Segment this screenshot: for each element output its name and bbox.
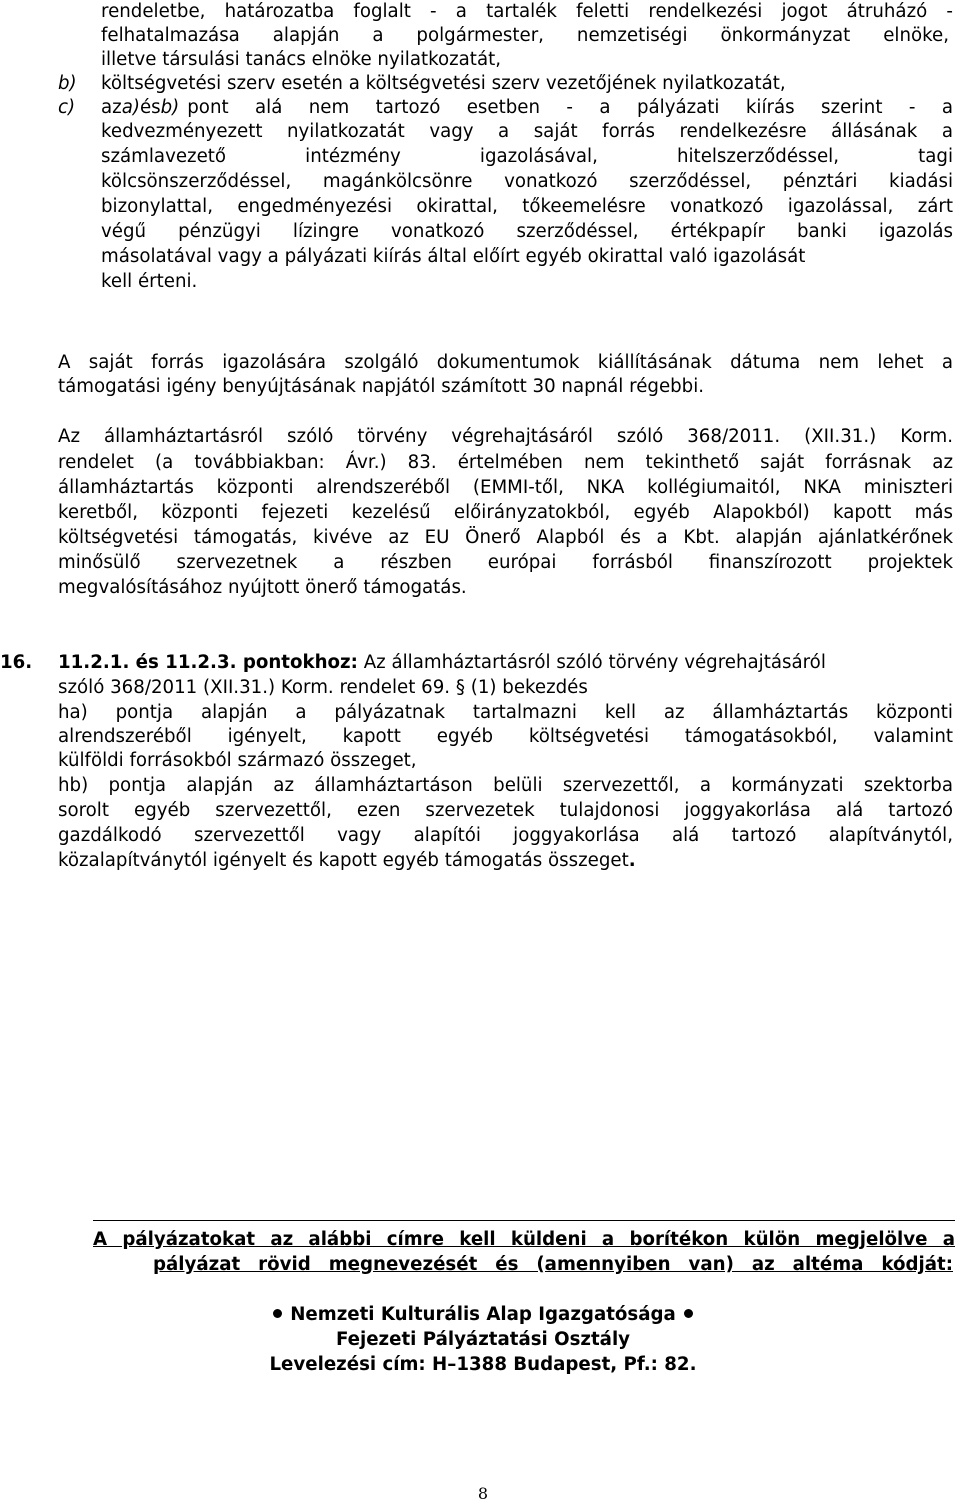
section-ref: 11.2.1. és 11.2.3. pontokhoz: bbox=[58, 652, 358, 673]
text-line bbox=[101, 24, 953, 48]
text-line: rendeletbe, határozatba foglalt - a tartalék feletti rendelkezési jogot átruházó - bbox=[101, 1, 953, 22]
text-line: számlavezető intézmény igazolásával, hitelszerződéssel, tagi bbox=[101, 146, 953, 167]
text-line: Az államháztartásról szóló törvény végrehajtásáról szóló 368/2011. (XII.31.) Korm. bbox=[58, 426, 953, 447]
list-item-text bbox=[101, 96, 953, 120]
address-org-name: Nemzeti Kulturális Alap Igazgatósága bbox=[290, 1304, 676, 1325]
page-number: 8 bbox=[477, 1484, 489, 1503]
text-line: bizonylattal, engedményezési okirattal, tőkeemelésre vonatkozó igazolással, zárt bbox=[101, 196, 953, 217]
address-org bbox=[0, 1303, 960, 1327]
text-line: szóló 368/2011 (XII.31.) Korm. rendelet 69. § (1) bekezdés bbox=[58, 677, 588, 698]
footer-instruction-line: pályázat rövid megnevezését és (amennyiben van) az altéma kódját: bbox=[153, 1254, 953, 1275]
text-line: gazdálkodó szervezettől vagy alapítói joggyakorlása alá tartozó alapítványtól, bbox=[58, 825, 953, 846]
text-line: kell érteni. bbox=[101, 271, 198, 292]
text-line: külföldi forrásokból származó összeget, bbox=[58, 750, 417, 771]
text-line-content: közalapítványtól igényelt és kapott egyéb támogatás összeget bbox=[58, 850, 629, 871]
section-heading-text: Az államháztartásról szóló törvény végrehajtásáról bbox=[363, 652, 826, 673]
text-rest: pont alá nem tartozó esetben - a pályázati kiírás szerint - a bbox=[187, 97, 953, 118]
address-postal: Levelezési cím: H–1388 Budapest, Pf.: 82. bbox=[269, 1354, 697, 1375]
text-line: ha) pontja alapján a pályázatnak tartalmazni kell az államháztartás központi bbox=[58, 702, 953, 723]
list-item-text: költségvetési szerv esetén a költségvetési szerv vezetőjének nyilatkozatát, bbox=[101, 73, 786, 94]
section-heading bbox=[58, 651, 826, 675]
text-line: hb) pontja alapján az államháztartáson belüli szervezettől, a kormányzati szektorba bbox=[58, 775, 953, 796]
text-line: illetve társulási tanács elnöke nyilatkozatát, bbox=[101, 49, 501, 70]
text-line bbox=[58, 849, 636, 873]
text-line: minősülő szervezetnek a részben európai forrásból finanszírozott projektek bbox=[58, 552, 953, 573]
text-ref: a) bbox=[121, 97, 140, 118]
text-line: rendelet (a továbbiakban: Ávr.) 83. értelmében nem tekinthető saját forrásnak az bbox=[58, 452, 953, 473]
text-word: és bbox=[139, 97, 161, 118]
list-marker: b) bbox=[58, 73, 77, 94]
list-marker: c) bbox=[58, 97, 76, 118]
text-line-content: felhatalmazása alapján a polgármester, nemzetiségi önkormányzat elnöke, bbox=[101, 25, 949, 46]
text-line: kedvezményezett nyilatkozatát vagy a saját forrás rendelkezésre állásának a bbox=[101, 121, 953, 142]
text-line: költségvetési támogatás, kivéve az EU Önerő Alapból és a Kbt. alapján ajánlatkérőnek bbox=[58, 527, 953, 548]
list-item-b bbox=[58, 72, 77, 96]
text-line: támogatási igény benyújtásának napjától számított 30 napnál régebbi. bbox=[58, 376, 705, 397]
text-line: sorolt egyéb szervezettől, ezen szervezetek tulajdonosi joggyakorlása alá tartozó bbox=[58, 800, 953, 821]
list-item-c bbox=[58, 96, 75, 120]
text-line: államháztartás központi alrendszeréből (EMMI-től, NKA kollégiumaitól, NKA miniszteri bbox=[58, 477, 953, 498]
text-line: másolatával vagy a pályázati kiírás által előírt egyéb okirattal való igazolását bbox=[101, 246, 806, 267]
text-ref: b) bbox=[160, 97, 180, 118]
section-number: 16. bbox=[0, 652, 33, 673]
text-line: kölcsönszerződéssel, magánkölcsönre vonatkozó szerződéssel, pénztári kiadási bbox=[101, 171, 953, 192]
bullet-icon bbox=[684, 1309, 693, 1318]
footer-instruction-line: A pályázatokat az alábbi címre kell küldeni a borítékon külön megjelölve a bbox=[93, 1229, 955, 1250]
footer-divider bbox=[93, 1220, 955, 1221]
text-line: megvalósításához nyújtott önerő támogatás. bbox=[58, 577, 467, 598]
address-dept: Fejezeti Pályáztatási Osztály bbox=[335, 1329, 631, 1350]
text-line: alrendszeréből igényelt, kapott egyéb költségvetési támogatásokból, valamint bbox=[58, 726, 953, 747]
bullet-icon bbox=[273, 1309, 282, 1318]
text-line-period: . bbox=[628, 850, 636, 871]
text-line: keretből, központi fejezeti kezelésű előirányzatokból, egyéb Alapokból) kapott más bbox=[58, 502, 953, 523]
text-line: A saját forrás igazolására szolgáló dokumentumok kiállításának dátuma nem lehet a bbox=[58, 352, 953, 373]
text-word: az bbox=[101, 97, 122, 118]
text-line: végű pénzügyi lízingre vonatkozó szerződéssel, értékpapír banki igazolás bbox=[101, 221, 953, 242]
